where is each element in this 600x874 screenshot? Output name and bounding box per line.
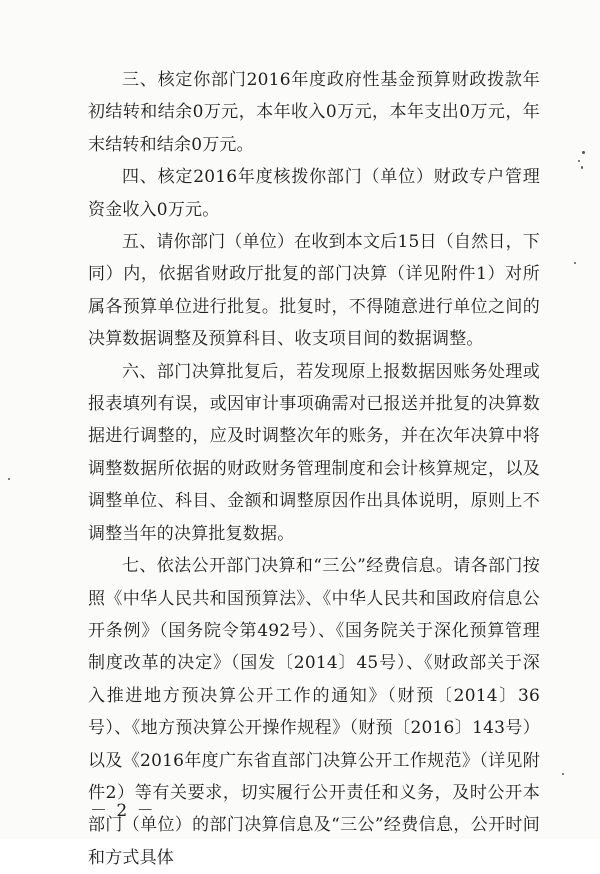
scan-speck xyxy=(562,773,564,775)
paragraph-6: 六、部门决算批复后，若发现原上报数据因账务处理或报表填列有误，或因审计事项确需对已报送并批复的决算数据进行调整的，应及时调整次年的账务，并在次年决算中将调整数据所依据的财政财务管理制度和会计核算规定，以及调整单位、科目、金额和调整原因作出具体说明，原则上不调整当年的决算批复数据。 xyxy=(88,361,540,544)
scan-speck xyxy=(8,478,10,480)
document-body xyxy=(88,64,540,874)
scan-speck xyxy=(582,151,585,154)
scan-speck xyxy=(574,262,576,264)
paragraph-5: 五、请你部门（单位）在收到本文后15日（自然日，下同）内，依据省财政厅批复的部门决算（详见附件1）对所属各预算单位进行批复。批复时，不得随意进行单位之间的决算数据调整及预算科目、收支项目间的数据调整。 xyxy=(88,232,540,350)
page-number: － 2 － xyxy=(90,801,156,821)
paragraph-4: 四、核定2016年度核拨你部门（单位）财政专户管理资金收入0万元。 xyxy=(88,167,540,220)
paragraph-7: 七、依法公开部门决算和“三公”经费信息。请各部门按照《中华人民共和国预算法》、《中华人民共和国政府信息公开条例》（国务院令第492号）、《国务院关于深化预算管理制度改革的决定》（国发〔2014〕45号）、《财政部关于深入推进地方预决算公开工作的通知》（财预〔2014〕36号）、《地方预决算公开操作规程》（财预〔2016〕143号）以及《2016年度广东省直部门决算公开工作规范》（详见附件2）等有关要求，切实履行公开责任和义务，及时公开本部门（单位）的部门决算信息及“三公”经费信息，公开时间和方式具体 xyxy=(88,556,540,868)
scan-speck xyxy=(581,166,583,169)
paragraph-3: 三、核定你部门2016年度政府性基金预算财政拨款年初结转和结余0万元，本年收入0万元，本年支出0万元，年末结转和结余0万元。 xyxy=(88,70,540,155)
scan-speck xyxy=(578,160,580,162)
